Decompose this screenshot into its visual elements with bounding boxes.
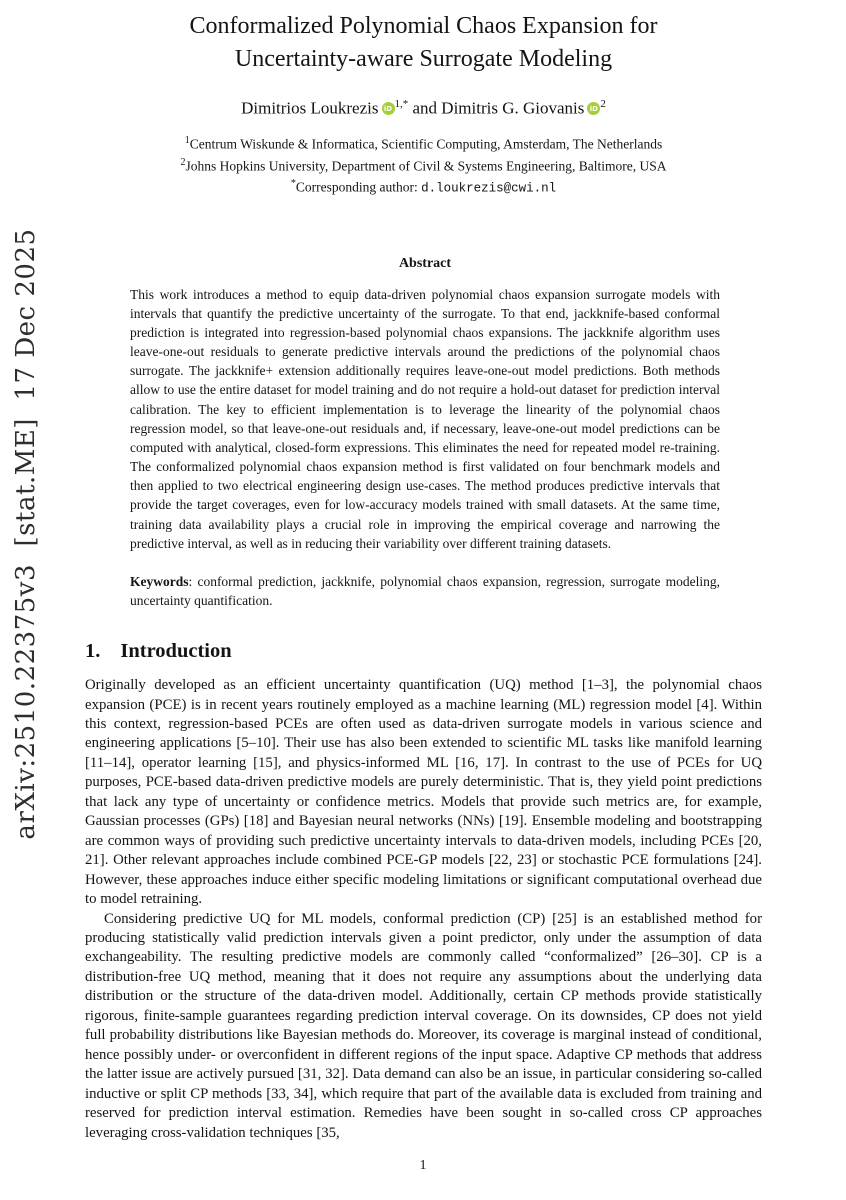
paper-title-line2: Uncertainty-aware Surrogate Modeling bbox=[234, 46, 613, 73]
orcid-icon[interactable] bbox=[382, 102, 395, 115]
author-line bbox=[85, 98, 762, 119]
keywords-label: Keywords bbox=[130, 573, 189, 589]
paper-title-line1: Conformalized Polynomial Chaos Expansion for bbox=[189, 13, 658, 39]
abstract-heading: Abstract bbox=[398, 255, 452, 271]
author-1-superscript: 1,* bbox=[394, 98, 409, 111]
author-1-name: Dimitrios Loukrezis bbox=[241, 98, 379, 118]
affiliation-2-marker: 2 bbox=[180, 156, 186, 168]
page-number: 1 bbox=[419, 1158, 427, 1173]
intro-paragraph-2: Considering predictive UQ for ML models, conformal prediction (CP) [25] is an established method for producing statistically valid prediction intervals given a point predictor, only under the assumption of data exchangeability. The resulting predictive models are commonly called “conformalized” [26–30]. CP is a distribution-free UQ method, meaning that it does not require any assumptions about the underlying data distribution or the structure of the data-driven model. Additionally, certain CP methods provide statistically rigorous, finite-sample guarantees regarding prediction interval coverage. On its downsides, CP does not yield full probability distributions like Bayesian methods do. Moreover, its coverage is marginal instead of conditional, hence possibly under- or overconfident in different regions of the input space. Adaptive CP methods that address the latter issue are actively pursued [31, 32]. Data demand can also be an issue, in particular considering so-called inductive or split CP methods [33, 34], which require that part of the available data is excluded from training and reserved for prediction interval estimation. Remedies have been sought in so-called cross CP approaches leveraging cross-validation techniques [35, bbox=[85, 910, 762, 1141]
corresponding-email-link[interactable]: d.loukrezis@cwi.nl bbox=[421, 181, 557, 196]
orcid-icon-text: iD bbox=[383, 104, 393, 113]
affiliation-2-text: Johns Hopkins University, Department of Civil & Systems Engineering, Baltimore, USA bbox=[185, 158, 667, 174]
abstract-text: This work introduces a method to equip data-driven polynomial chaos expansion surrogate models with intervals that quantify the predictive uncertainty of the surrogate. To that end, jackknife-based conformal prediction is integrated into regression-based polynomial chaos expansions. The jackknife algorithm uses leave-one-out residuals to generate predictive intervals around the predictions of the polynomial chaos surrogate. The jackknife+ extension additionally requires leave-one-out model predictions. Both methods allow to use the entire dataset for model training and do not require a hold-out dataset for prediction interval calibration. The key to efficient implementation is to leverage the linearity of the polynomial chaos regression model, so that leave-one-out residuals and, if necessary, leave-one-out model predictions can be computed with analytical, closed-form expressions. This eliminates the need for repeated model re-training. The conformalized polynomial chaos expansion method is first validated on four benchmark models and then applied to two electrical engineering design use-cases. The method produces predictive intervals that provide the target coverages, even for low-accuracy models trained with small datasets. At the same time, training data availability plays a crucial role in improving the empirical coverage and narrowing the predictive interval, as well as in reducing their variability over different training datasets. bbox=[130, 286, 720, 551]
paper-title bbox=[85, 10, 762, 76]
arxiv-watermark: arXiv:2510.22375v3 [stat.ME] 17 Dec 2025 bbox=[11, 228, 41, 840]
author-2-superscript: 2 bbox=[600, 98, 606, 111]
affiliations-block bbox=[85, 133, 762, 199]
corresponding-marker: * bbox=[290, 178, 296, 190]
affiliation-2 bbox=[85, 155, 762, 177]
corresponding-author-line bbox=[85, 176, 762, 198]
orcid-icon-text: iD bbox=[589, 104, 598, 113]
affiliation-1-marker: 1 bbox=[184, 134, 190, 146]
abstract-section bbox=[130, 256, 720, 611]
orcid-icon[interactable] bbox=[587, 102, 600, 115]
author-separator: and bbox=[412, 98, 438, 118]
section-1-title: Introduction bbox=[120, 640, 232, 663]
section-1-heading bbox=[85, 640, 762, 663]
corresponding-label: Corresponding author: bbox=[295, 179, 422, 195]
keywords-text: : conformal prediction, jackknife, polynomial chaos expansion, regression, surrogate modeling, uncertainty quantification. bbox=[130, 573, 720, 608]
section-1-number: 1. bbox=[85, 640, 101, 663]
keywords-line bbox=[130, 572, 720, 610]
intro-paragraph-1: Originally developed as an efficient uncertainty quantification (UQ) method [1–3], the polynomial chaos expansion (PCE) is in recent years routinely employed as a machine learning (ML) regression model [4]. Within this context, regression-based PCEs are often used as data-driven surrogate models in various science and engineering applications [5–10]. Their use has also been extended to scientific ML tasks like manifold learning [11–14], operator learning [15], and physics-informed ML [16, 17]. In contrast to the use of PCEs for UQ purposes, PCE-based data-driven predictive models are purely deterministic. That is, they yield point predictions that lack any type of uncertainty or confidence metrics. Models that provide such metrics are, for example, Gaussian processes (GPs) [18] and Bayesian neural networks (NNs) [19]. Ensemble modeling and bootstrapping are common ways of providing such predictive uncertainty intervals to data-driven models, including PCEs [20, 21]. Other relevant approaches include combined PCE-GP models [22, 23] or stochastic PCE formulations [24]. However, these approaches induce either specific modeling limitations or significant computational overhead due to model retraining. bbox=[85, 677, 762, 908]
affiliation-1 bbox=[85, 133, 762, 155]
affiliation-1-text: Centrum Wiskunde & Informatica, Scientific Computing, Amsterdam, The Netherlands bbox=[189, 136, 663, 152]
paper-content bbox=[85, 0, 762, 1143]
author-2-name: Dimitris G. Giovanis bbox=[441, 98, 585, 118]
